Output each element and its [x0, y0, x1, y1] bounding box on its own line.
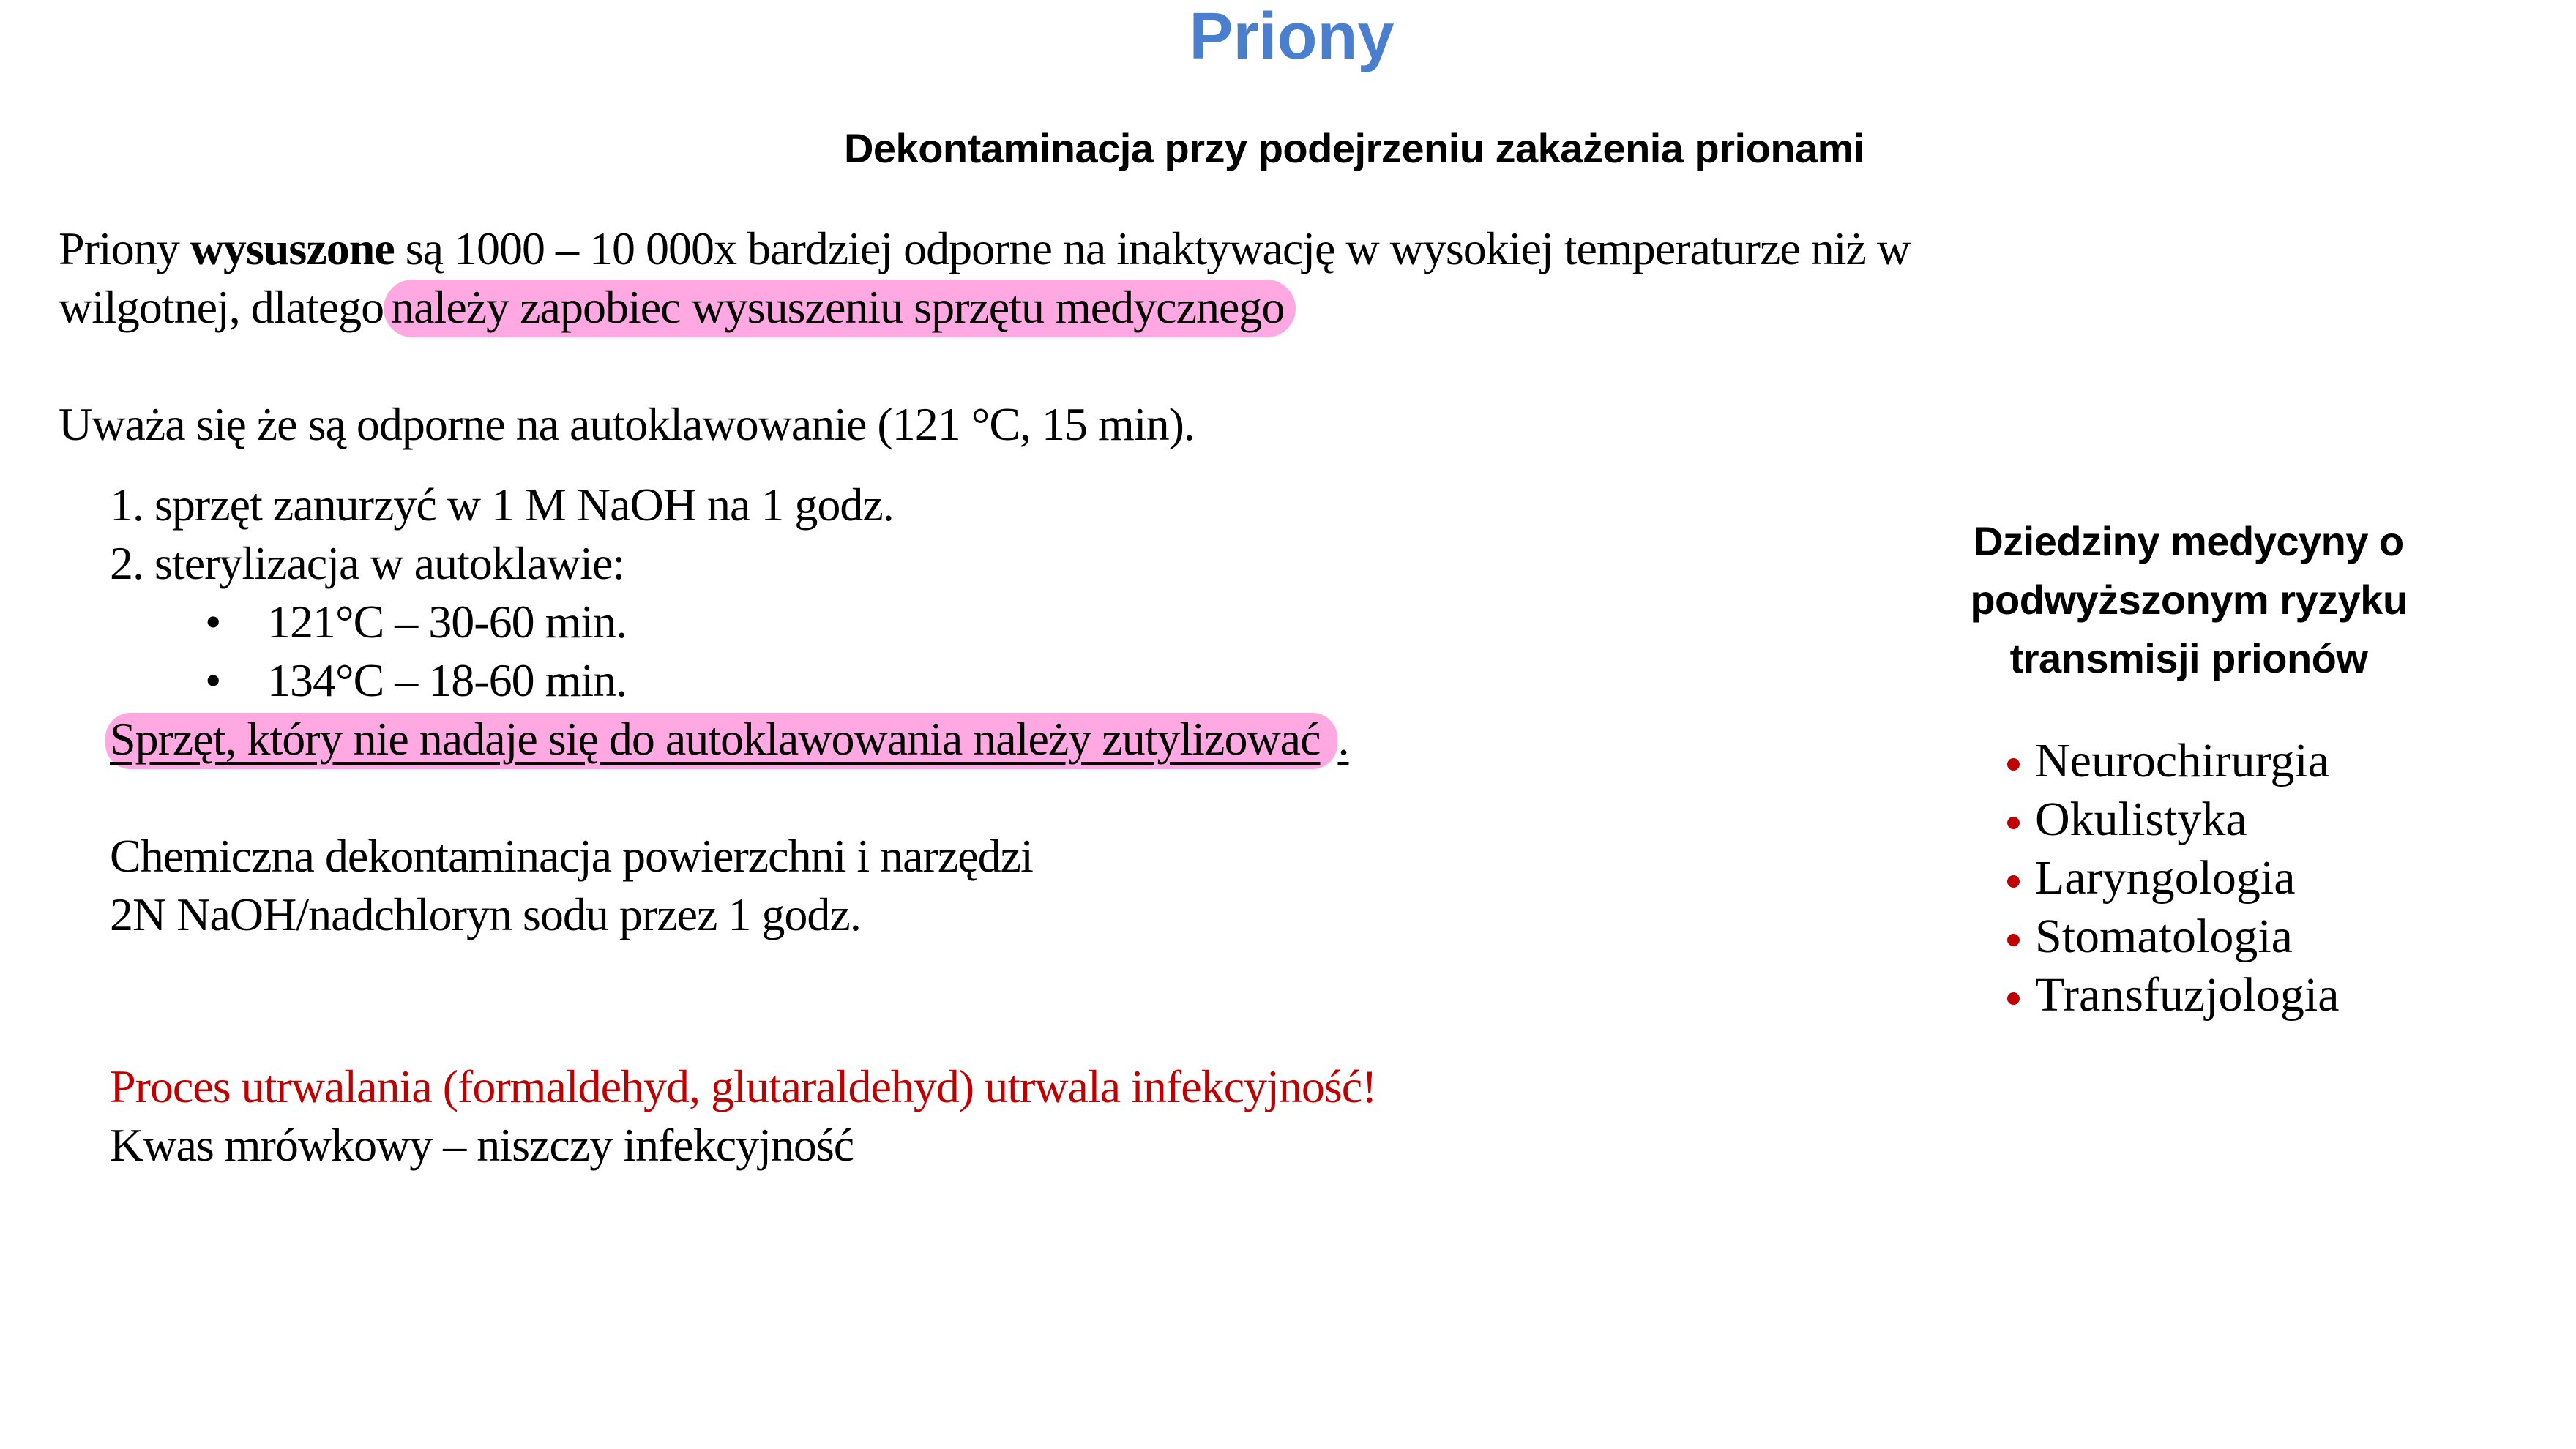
- bold-term: wysuszone: [190, 222, 395, 274]
- list-item-label: Stomatologia: [2035, 910, 2293, 963]
- sub-step-134c: [110, 651, 1348, 710]
- fixation-warning: Proces utrwalania (formaldehyd, glutaraldehyd) utrwala infekcyjność!: [110, 1060, 1377, 1112]
- step-1: 1. sprzęt zanurzyć w 1 M NaOH na 1 godz.: [110, 479, 894, 531]
- paragraph-autoclave-resistance: Uważa się że są odporne na autoklawowanie (121 °C, 15 min).: [59, 398, 1195, 450]
- bullet-dot-icon: [2007, 934, 2020, 946]
- text-run: wilgotnej, dlatego: [59, 281, 384, 333]
- sub-step-text: 121°C – 30-60 min.: [267, 596, 627, 648]
- bullet-dot-icon: [2007, 992, 2020, 1005]
- chemical-decontamination: [110, 827, 1033, 944]
- text-run: Priony: [59, 222, 190, 274]
- disposal-note: [110, 710, 1348, 768]
- title-line: Dziedziny medycyny o: [1974, 518, 2404, 564]
- slide-subtitle: Dekontaminacja przy podejrzeniu zakażenia prionami: [843, 125, 1865, 171]
- list-item-label: Transfuzjologia: [2035, 968, 2340, 1022]
- sub-step-121c: [110, 593, 1348, 651]
- list-item-label: Neurochirurgia: [2035, 734, 2329, 787]
- list-item: [2006, 849, 2460, 907]
- paragraph-dried-prions: [59, 220, 1910, 337]
- high-risk-specialties-box: [1918, 512, 2460, 1025]
- list-item: [2006, 907, 2460, 966]
- paragraph-line-2: [59, 278, 1910, 337]
- fixation-notes: [110, 1057, 1376, 1175]
- highlighted-text: należy zapobiec wysuszeniu sprzętu medycznego: [384, 280, 1296, 337]
- title-line: transmisji prionów: [2009, 635, 2368, 681]
- high-risk-specialties-title: [1918, 512, 2460, 688]
- list-item-label: Okulistyka: [2035, 793, 2247, 846]
- chemical-line-1: Chemiczna dekontaminacja powierzchni i narzędzi: [110, 830, 1033, 882]
- decontamination-steps: [110, 476, 1348, 768]
- step-2: 2. sterylizacja w autoklawie:: [110, 537, 625, 589]
- disposal-period: .: [1337, 713, 1349, 765]
- list-item-label: Laryngologia: [2035, 851, 2296, 905]
- formic-acid-note: Kwas mrówkowy – niszczy infekcyjność: [110, 1119, 854, 1171]
- specialties-list: [1918, 732, 2460, 1025]
- slide-title: Priony: [1189, 0, 1395, 73]
- bullet-dot-icon: [2007, 875, 2020, 888]
- list-item: [2006, 732, 2460, 790]
- list-item: [2006, 966, 2460, 1025]
- bullet-dot-icon: [2007, 758, 2020, 771]
- text-run: są 1000 – 10 000x bardziej odporne na inaktywację w wysokiej temperaturze niż w: [394, 222, 1911, 274]
- highlighted-underlined-text: Sprzęt, który nie nadaje się do autoklawowania należy zutylizować: [105, 713, 1337, 769]
- sub-step-text: 134°C – 18-60 min.: [267, 654, 627, 706]
- paragraph-line-1: [59, 220, 1910, 278]
- title-line: podwyższonym ryzyku: [1970, 577, 2408, 623]
- list-item: [2006, 790, 2460, 849]
- bullet-icon: •: [205, 654, 221, 706]
- chemical-line-2: 2N NaOH/nadchloryn sodu przez 1 godz.: [110, 888, 861, 940]
- bullet-icon: •: [205, 596, 221, 648]
- bullet-dot-icon: [2007, 817, 2020, 829]
